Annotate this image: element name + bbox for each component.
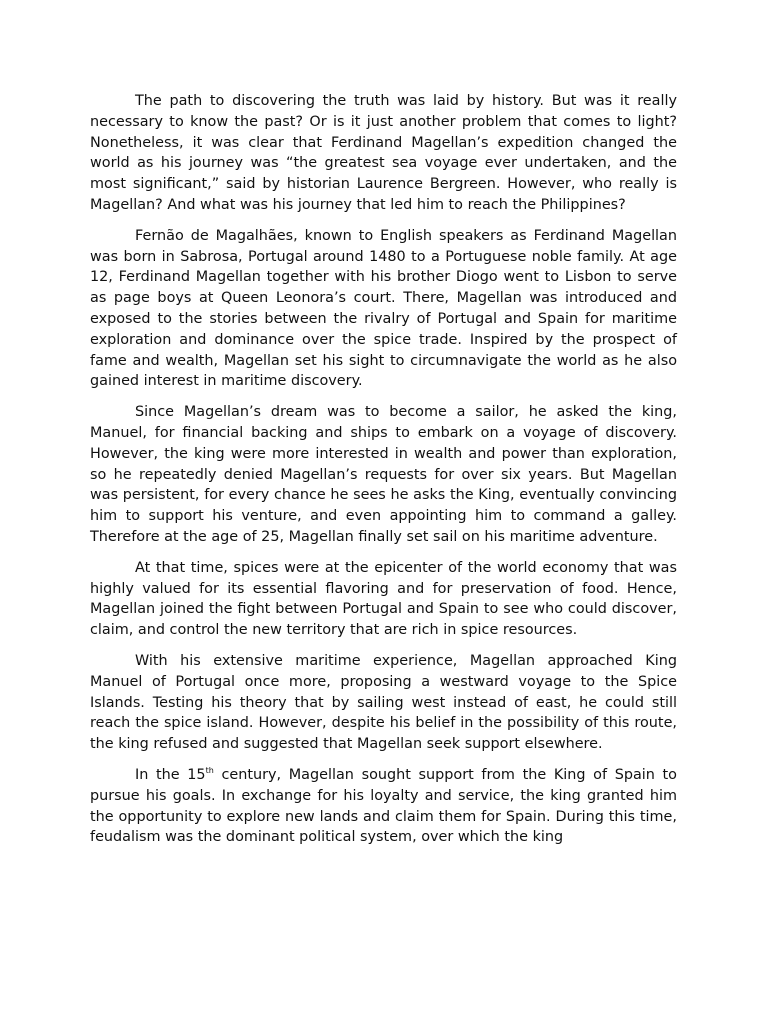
paragraph-1: The path to discovering the truth was laid by history. But was it really necessary to know the past? Or is it just another problem that comes to light? Nonetheless, it was clear that Ferdinand Magellan’s expedition changed the world as his journey was “the greatest sea voyage ever undertaken, and the most significant,” said by historian Laurence Bergreen. However, who really is Magellan? And what was his journey that led him to reach the Philippines?	[90, 93, 677, 213]
paragraph-2: Fernão de Magalhães, known to English speakers as Ferdinand Magellan was born in Sabrosa, Portugal around 1480 to a Portuguese noble family. At age 12, Ferdinand Magellan together with his brother Diogo went to Lisbon to serve as page boys at Queen Leonora’s court. There, Magellan was introduced and exposed to the stories between the rivalry of Portugal and Spain for maritime exploration and dominance over the spice trade. Inspired by the prospect of fame and wealth, Magellan set his sight to circumnavigate the world as he also gained interest in maritime discovery.	[90, 227, 677, 390]
paragraph-4: At that time, spices were at the epicenter of the world economy that was highly valued for its essential flavoring and for preservation of food. Hence, Magellan joined the fight between Portugal and Spain to see who could discover, claim, and control the new territory that are rich in spice resources.	[90, 559, 677, 639]
paragraph-5: With his extensive maritime experience, Magellan approached King Manuel of Portugal once more, proposing a westward voyage to the Spice Islands. Testing his theory that by sailing west instead of east, he could still reach the spice island. However, despite his belief in the possibility of this route, the king refused and suggested that Magellan seek support elsewhere.	[90, 652, 677, 753]
document-page	[90, 91, 677, 848]
ordinal-superscript: th	[205, 765, 214, 775]
paragraph-3: Since Magellan’s dream was to become a sailor, he asked the king, Manuel, for financial backing and ships to embark on a voyage of discovery. However, the king were more interested in wealth and power than exploration, so he repeatedly denied Magellan’s requests for over six years. But Magellan was persistent, for every chance he sees he asks the King, eventually convincing him to support his venture, and even appointing him to command a galley. Therefore at the age of 25, Magellan finally set sail on his maritime adventure.	[90, 404, 677, 545]
paragraph-6	[90, 765, 677, 848]
paragraph-6-prefix: In the 15	[135, 766, 206, 783]
paragraph-6-text: century, Magellan sought support from the King of Spain to pursue his goals. In exchange for his loyalty and service, the king granted him the opportunity to explore new lands and claim them for Spain. During this time, feudalism was the dominant political system, over which the king	[90, 766, 677, 846]
